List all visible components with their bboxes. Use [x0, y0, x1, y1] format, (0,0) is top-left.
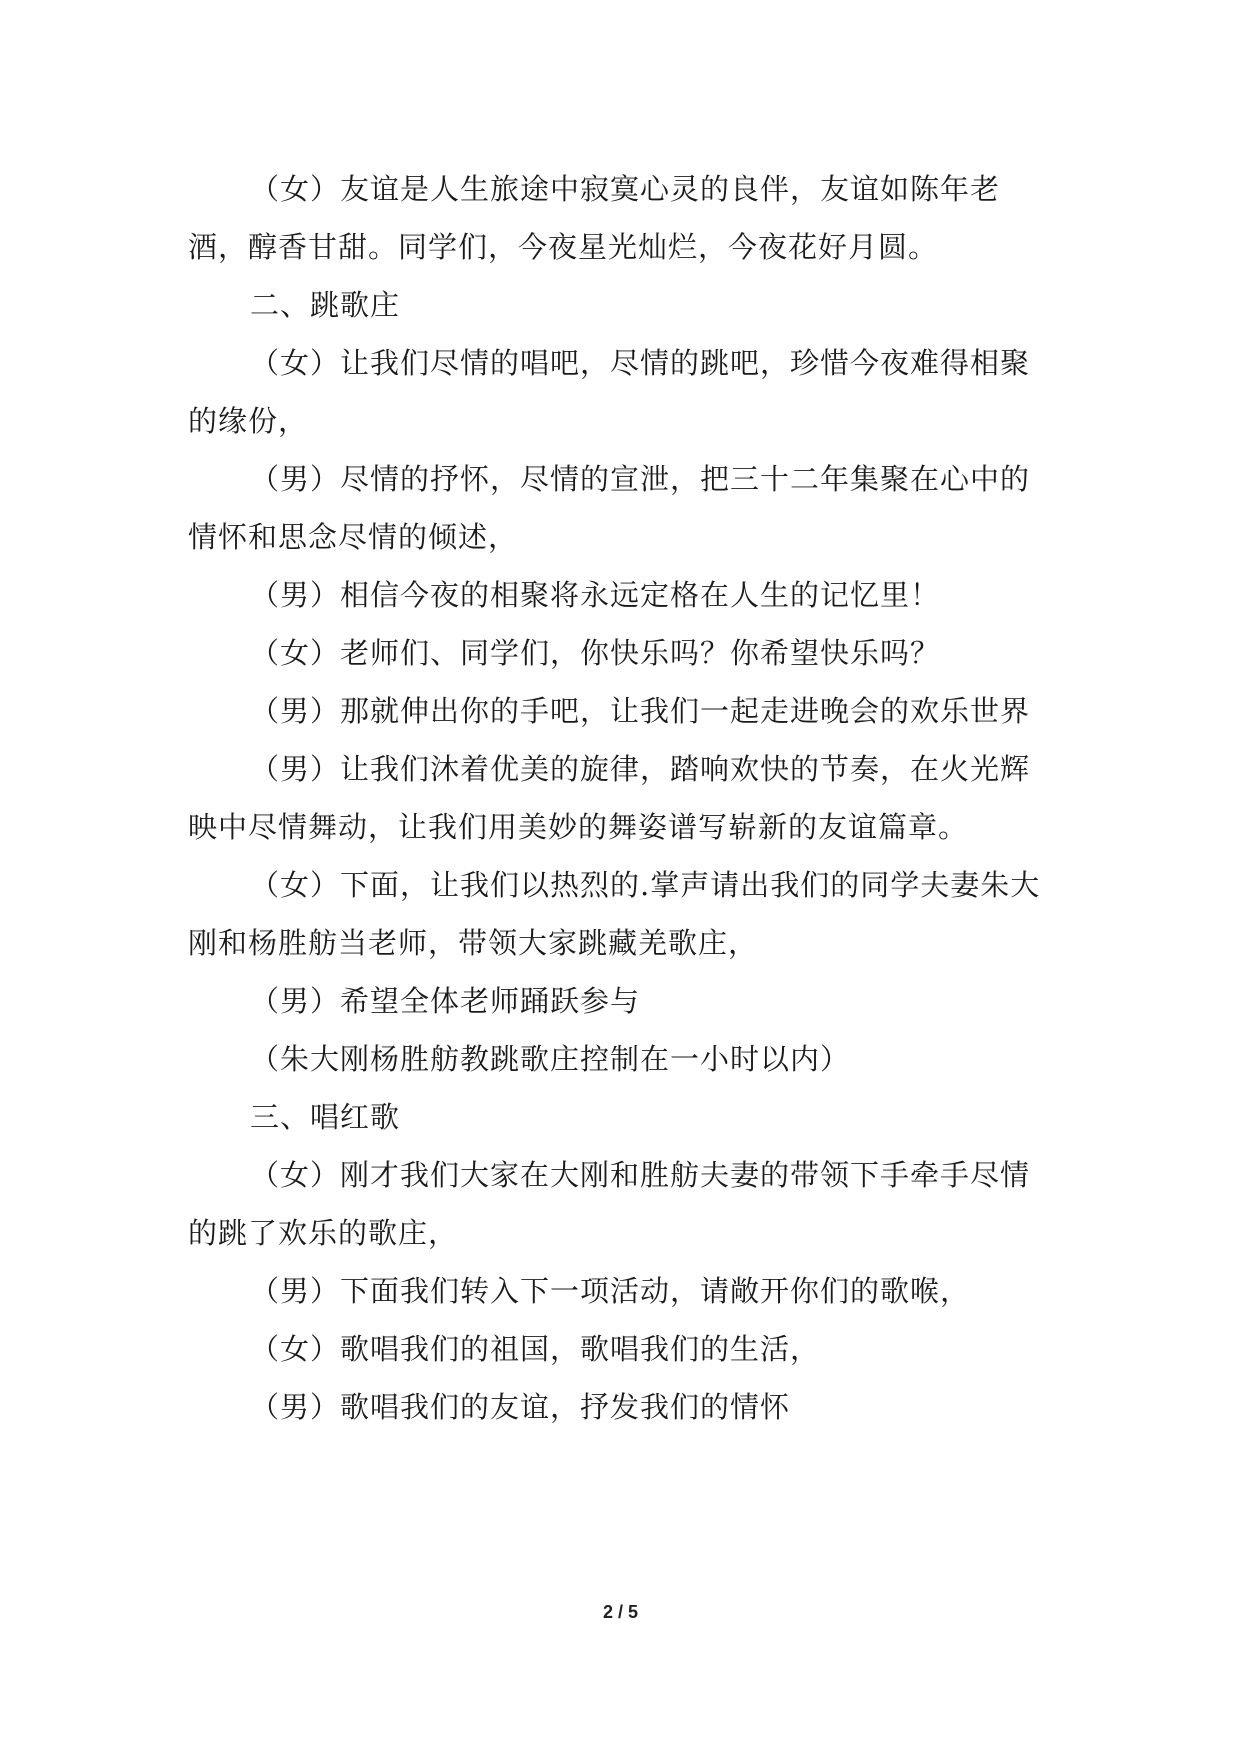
paragraph-11: （朱大刚杨胜舫教跳歌庄控制在一小时以内）	[250, 1042, 851, 1076]
paragraph-8: （男）让我们沐着优美的旋律，踏响欢快的节奏，在火光辉映中尽情舞动，让我们用美妙的舞姿谱写崭新的友谊篇章。	[188, 752, 1031, 844]
paragraph-14: （男）下面我们转入下一项活动，请敞开你们的歌喉，	[250, 1274, 971, 1308]
page-number: 2 / 5	[602, 1602, 639, 1622]
paragraph-9: （女）下面，让我们以热烈的.掌声请出我们的同学夫妻朱大刚和杨胜舫当老师，带领大家跳藏羌歌庄，	[188, 868, 1041, 960]
section-heading-dance: 二、跳歌庄	[250, 288, 401, 322]
paragraph-13: （女）刚才我们大家在大刚和胜舫夫妻的带领下手牵手尽情的跳了欢乐的歌庄，	[188, 1158, 1031, 1250]
section-heading-songs: 三、唱红歌	[250, 1100, 401, 1134]
paragraph-3: （女）让我们尽情的唱吧，尽情的跳吧，珍惜今夜难得相聚的缘份，	[188, 346, 1031, 438]
paragraph-5: （男）相信今夜的相聚将永远定格在人生的记忆里！	[250, 578, 941, 612]
paragraph-6: （女）老师们、同学们，你快乐吗？你希望快乐吗？	[250, 636, 941, 670]
paragraph-10: （男）希望全体老师踊跃参与	[250, 984, 641, 1018]
paragraph-1: （女）友谊是人生旅途中寂寞心灵的良伴，友谊如陈年老酒，醇香甘甜。同学们，今夜星光灿烂，今夜花好月圆。	[188, 172, 1001, 264]
paragraph-4: （男）尽情的抒怀，尽情的宣泄，把三十二年集聚在心中的情怀和思念尽情的倾述，	[188, 462, 1031, 554]
paragraph-7: （男）那就伸出你的手吧，让我们一起走进晚会的欢乐世界	[250, 694, 1031, 728]
paragraph-16: （男）歌唱我们的友谊，抒发我们的情怀	[250, 1390, 791, 1424]
paragraph-15: （女）歌唱我们的祖国，歌唱我们的生活，	[250, 1332, 821, 1366]
document-body	[188, 160, 1058, 1436]
